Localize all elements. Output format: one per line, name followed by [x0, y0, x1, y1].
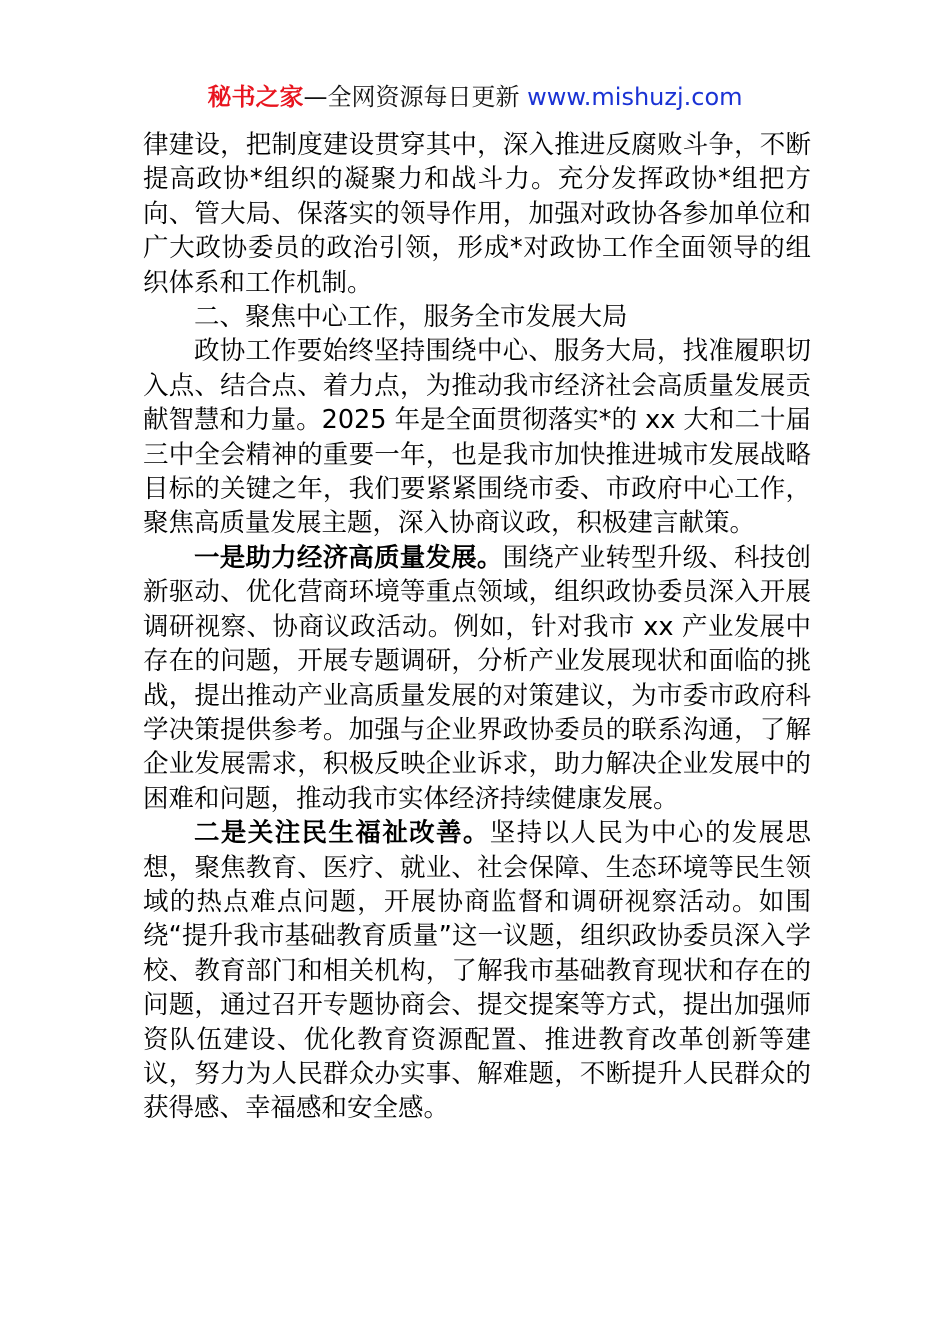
brand-name: 秘书之家: [207, 83, 304, 111]
section-heading: 二、聚焦中心工作，服务全市发展大局: [194, 302, 628, 333]
paragraph-livelihood: [143, 816, 811, 1126]
paragraph-economy-lead: 一是助力经济高质量发展。: [194, 542, 503, 573]
site-header: [0, 80, 950, 114]
site-url-link[interactable]: www.mishuzj.com: [527, 83, 743, 111]
paragraph-economy: [143, 541, 811, 816]
paragraph-economy-text: 围绕产业转型升级、科技创新驱动、优化营商环境等重点领域，组织政协委员深入开展调研视察、协商议政活动。例如，针对我市 xx 产业发展中存在的问题，开展专题调研，分析产业发展现状和面临的挑战，提出推动产业高质量发展的对策建议，为市委市政府科学决策提供参考。加强与企业界政协委员的联系沟通，了解企业发展需求，积极反映企业诉求，助力解决企业发展中的困难和问题，推动我市实体经济持续健康发展。: [143, 542, 811, 814]
header-tagline: —全网资源每日更新: [303, 83, 528, 111]
paragraph-livelihood-text: 坚持以人民为中心的发展思想，聚焦教育、医疗、就业、社会保障、生态环境等民生领域的热点难点问题，开展协商监督和调研视察活动。如围绕“提升我市基础教育质量”这一议题，组织政协委员深入学校、教育部门和相关机构，了解我市基础教育现状和存在的问题，通过召开专题协商会、提交提案等方式，提出加强师资队伍建设、优化教育资源配置、推进教育改革创新等建议，努力为人民群众办实事、解难题，不断提升人民群众的获得感、幸福感和安全感。: [143, 818, 811, 1124]
paragraph-intro: 政协工作要始终坚持围绕中心、服务大局，找准履职切入点、结合点、着力点，为推动我市经济社会高质量发展贡献智慧和力量。2025 年是全面贯彻落实*的 xx 大和二十届三中全会精神的重要一年，也是我市加快推进城市发展战略目标的关键之年，我们要紧紧围绕市委、市政府中心工作，聚焦高质量发展主题，深入协商议政，积极建言献策。: [143, 336, 811, 539]
paragraph-continuation: 律建设，把制度建设贯穿其中，深入推进反腐败斗争，不断提高政协*组织的凝聚力和战斗力。充分发挥政协*组把方向、管大局、保落实的领导作用，加强对政协各参加单位和广大政协委员的政治引领，形成*对政协工作全面领导的组织体系和工作机制。: [143, 130, 811, 298]
paragraph-livelihood-lead: 二是关注民生福祉改善。: [194, 818, 490, 849]
document-body: [143, 128, 811, 1126]
